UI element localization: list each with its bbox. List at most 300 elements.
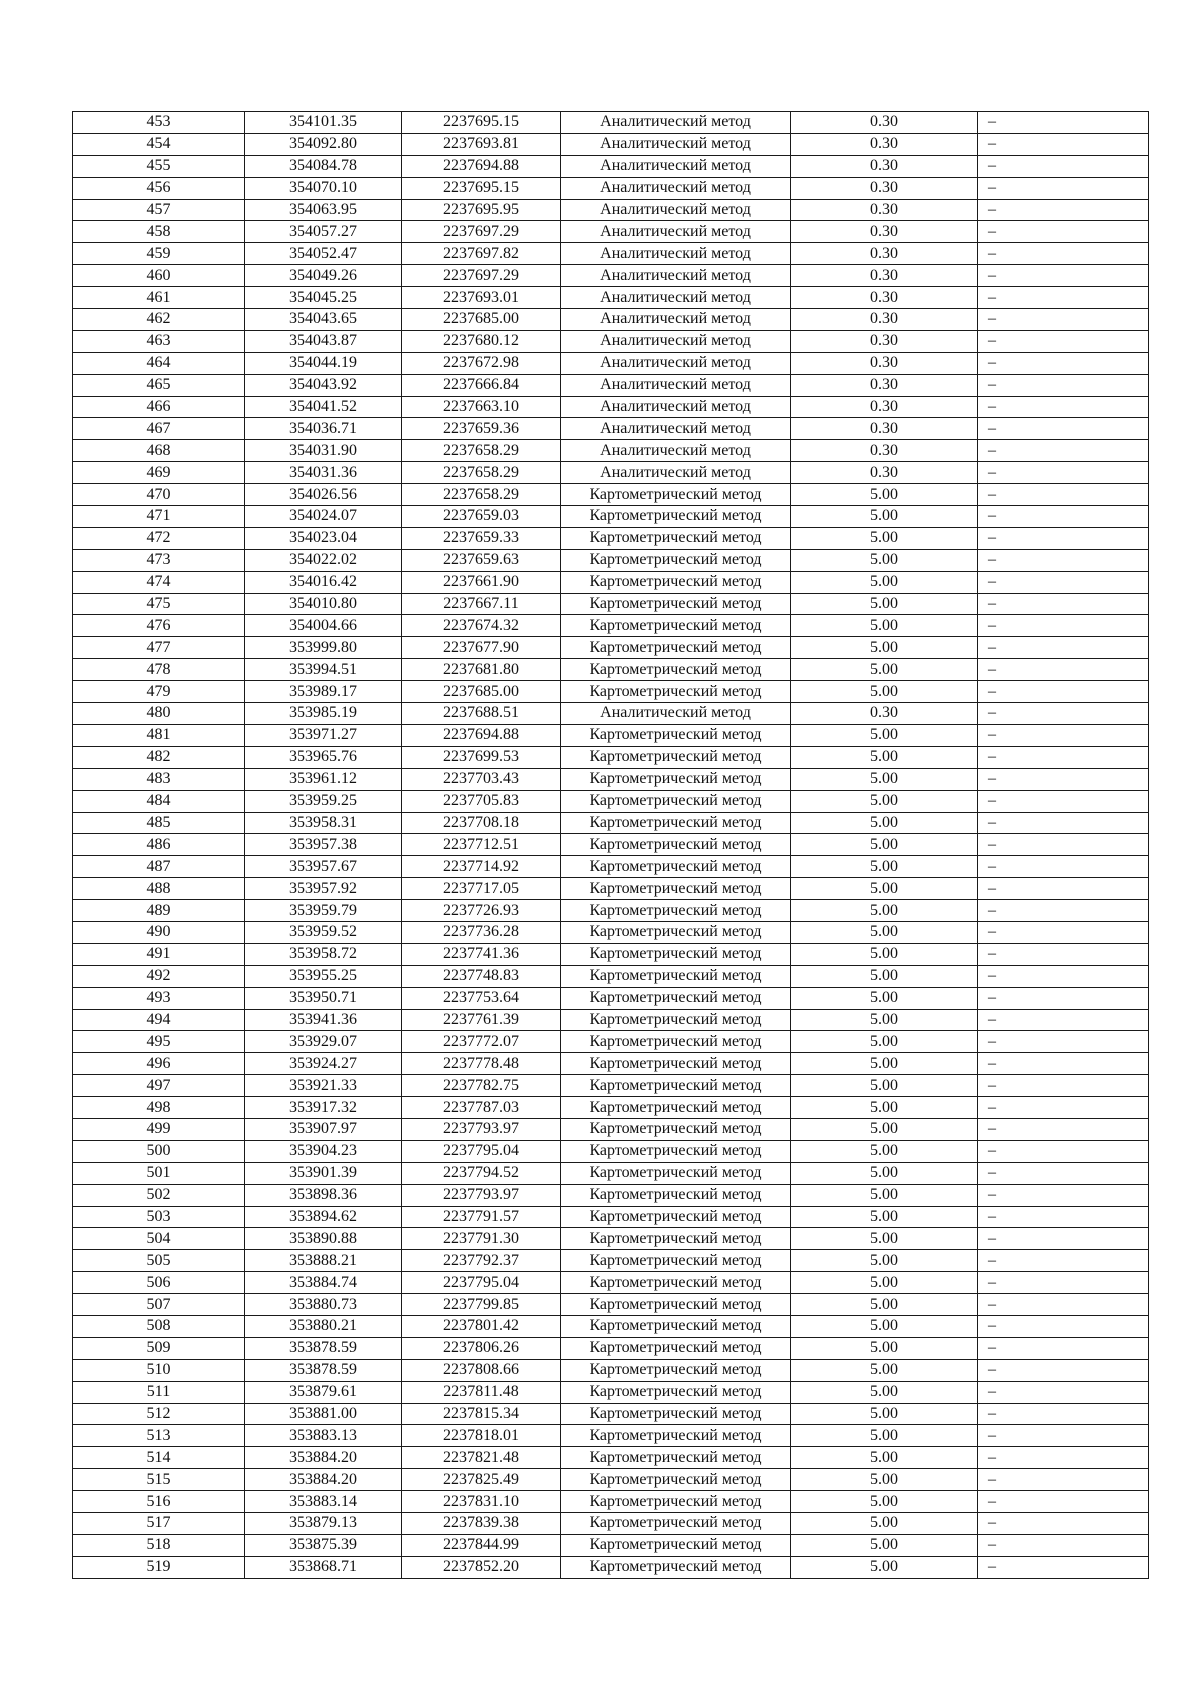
table-row — [73, 155, 1149, 177]
table-row — [73, 921, 1149, 943]
y-coordinate-cell: 2237693.01 — [402, 287, 561, 309]
accuracy-cell: 5.00 — [791, 1009, 978, 1031]
x-coordinate-cell: 353957.67 — [245, 856, 402, 878]
description-cell: – — [978, 133, 1149, 155]
table-row — [73, 1491, 1149, 1513]
y-coordinate-cell: 2237667.11 — [402, 593, 561, 615]
method-cell: Картометрический метод — [561, 1447, 791, 1469]
accuracy-cell: 5.00 — [791, 746, 978, 768]
accuracy-cell: 5.00 — [791, 1228, 978, 1250]
accuracy-cell: 5.00 — [791, 965, 978, 987]
x-coordinate-cell: 353880.73 — [245, 1294, 402, 1316]
x-coordinate-cell: 354026.56 — [245, 484, 402, 506]
method-cell: Картометрический метод — [561, 1337, 791, 1359]
table-row — [73, 1206, 1149, 1228]
point-number-cell: 485 — [73, 812, 245, 834]
description-cell: – — [978, 724, 1149, 746]
method-cell: Аналитический метод — [561, 418, 791, 440]
method-cell: Аналитический метод — [561, 199, 791, 221]
accuracy-cell: 0.30 — [791, 462, 978, 484]
accuracy-cell: 5.00 — [791, 637, 978, 659]
description-cell: – — [978, 943, 1149, 965]
x-coordinate-cell: 353959.79 — [245, 900, 402, 922]
method-cell: Картометрический метод — [561, 1184, 791, 1206]
method-cell: Картометрический метод — [561, 768, 791, 790]
table-row — [73, 265, 1149, 287]
description-cell: – — [978, 418, 1149, 440]
method-cell: Картометрический метод — [561, 1359, 791, 1381]
y-coordinate-cell: 2237794.52 — [402, 1162, 561, 1184]
y-coordinate-cell: 2237659.33 — [402, 527, 561, 549]
accuracy-cell: 5.00 — [791, 768, 978, 790]
method-cell: Аналитический метод — [561, 396, 791, 418]
y-coordinate-cell: 2237791.30 — [402, 1228, 561, 1250]
x-coordinate-cell: 354004.66 — [245, 615, 402, 637]
table-row — [73, 1272, 1149, 1294]
description-cell: – — [978, 1250, 1149, 1272]
y-coordinate-cell: 2237736.28 — [402, 921, 561, 943]
table-row — [73, 878, 1149, 900]
x-coordinate-cell: 353950.71 — [245, 987, 402, 1009]
point-number-cell: 503 — [73, 1206, 245, 1228]
y-coordinate-cell: 2237681.80 — [402, 659, 561, 681]
method-cell: Аналитический метод — [561, 221, 791, 243]
y-coordinate-cell: 2237658.29 — [402, 462, 561, 484]
table-row — [73, 1184, 1149, 1206]
y-coordinate-cell: 2237753.64 — [402, 987, 561, 1009]
description-cell: – — [978, 768, 1149, 790]
method-cell: Картометрический метод — [561, 1053, 791, 1075]
accuracy-cell: 5.00 — [791, 1469, 978, 1491]
description-cell: – — [978, 1534, 1149, 1556]
description-cell: – — [978, 1337, 1149, 1359]
y-coordinate-cell: 2237693.81 — [402, 133, 561, 155]
y-coordinate-cell: 2237806.26 — [402, 1337, 561, 1359]
y-coordinate-cell: 2237726.93 — [402, 900, 561, 922]
method-cell: Аналитический метод — [561, 374, 791, 396]
table-row — [73, 1403, 1149, 1425]
table-row — [73, 1162, 1149, 1184]
y-coordinate-cell: 2237778.48 — [402, 1053, 561, 1075]
y-coordinate-cell: 2237793.97 — [402, 1118, 561, 1140]
accuracy-cell: 5.00 — [791, 1337, 978, 1359]
x-coordinate-cell: 353961.12 — [245, 768, 402, 790]
x-coordinate-cell: 354070.10 — [245, 177, 402, 199]
method-cell: Картометрический метод — [561, 593, 791, 615]
table-row — [73, 440, 1149, 462]
y-coordinate-cell: 2237697.29 — [402, 221, 561, 243]
description-cell: – — [978, 1556, 1149, 1578]
method-cell: Аналитический метод — [561, 243, 791, 265]
y-coordinate-cell: 2237811.48 — [402, 1381, 561, 1403]
method-cell: Картометрический метод — [561, 681, 791, 703]
description-cell: – — [978, 221, 1149, 243]
accuracy-cell: 0.30 — [791, 199, 978, 221]
table-row — [73, 1469, 1149, 1491]
accuracy-cell: 5.00 — [791, 681, 978, 703]
x-coordinate-cell: 353921.33 — [245, 1075, 402, 1097]
x-coordinate-cell: 353883.13 — [245, 1425, 402, 1447]
table-row — [73, 374, 1149, 396]
x-coordinate-cell: 353884.20 — [245, 1469, 402, 1491]
method-cell: Картометрический метод — [561, 1097, 791, 1119]
y-coordinate-cell: 2237772.07 — [402, 1031, 561, 1053]
y-coordinate-cell: 2237674.32 — [402, 615, 561, 637]
x-coordinate-cell: 353941.36 — [245, 1009, 402, 1031]
table-row — [73, 1140, 1149, 1162]
accuracy-cell: 5.00 — [791, 987, 978, 1009]
method-cell: Аналитический метод — [561, 155, 791, 177]
description-cell: – — [978, 506, 1149, 528]
y-coordinate-cell: 2237801.42 — [402, 1315, 561, 1337]
x-coordinate-cell: 353875.39 — [245, 1534, 402, 1556]
table-row — [73, 221, 1149, 243]
document-page — [72, 111, 1148, 1579]
x-coordinate-cell: 353955.25 — [245, 965, 402, 987]
x-coordinate-cell: 353959.52 — [245, 921, 402, 943]
x-coordinate-cell: 354063.95 — [245, 199, 402, 221]
description-cell: – — [978, 1118, 1149, 1140]
x-coordinate-cell: 354043.92 — [245, 374, 402, 396]
x-coordinate-cell: 353957.92 — [245, 878, 402, 900]
description-cell: – — [978, 1075, 1149, 1097]
description-cell: – — [978, 812, 1149, 834]
x-coordinate-cell: 354043.65 — [245, 309, 402, 331]
method-cell: Аналитический метод — [561, 703, 791, 725]
x-coordinate-cell: 353883.14 — [245, 1491, 402, 1513]
accuracy-cell: 5.00 — [791, 1294, 978, 1316]
y-coordinate-cell: 2237712.51 — [402, 834, 561, 856]
y-coordinate-cell: 2237852.20 — [402, 1556, 561, 1578]
point-number-cell: 489 — [73, 900, 245, 922]
y-coordinate-cell: 2237658.29 — [402, 484, 561, 506]
y-coordinate-cell: 2237659.36 — [402, 418, 561, 440]
point-number-cell: 454 — [73, 133, 245, 155]
x-coordinate-cell: 353959.25 — [245, 790, 402, 812]
table-row — [73, 1118, 1149, 1140]
table-row — [73, 133, 1149, 155]
description-cell: – — [978, 703, 1149, 725]
y-coordinate-cell: 2237844.99 — [402, 1534, 561, 1556]
x-coordinate-cell: 353868.71 — [245, 1556, 402, 1578]
y-coordinate-cell: 2237661.90 — [402, 571, 561, 593]
point-number-cell: 510 — [73, 1359, 245, 1381]
description-cell: – — [978, 287, 1149, 309]
x-coordinate-cell: 354041.52 — [245, 396, 402, 418]
point-number-cell: 455 — [73, 155, 245, 177]
point-number-cell: 460 — [73, 265, 245, 287]
y-coordinate-cell: 2237799.85 — [402, 1294, 561, 1316]
method-cell: Картометрический метод — [561, 878, 791, 900]
method-cell: Аналитический метод — [561, 265, 791, 287]
y-coordinate-cell: 2237694.88 — [402, 155, 561, 177]
point-number-cell: 459 — [73, 243, 245, 265]
x-coordinate-cell: 353898.36 — [245, 1184, 402, 1206]
accuracy-cell: 0.30 — [791, 418, 978, 440]
method-cell: Картометрический метод — [561, 1513, 791, 1535]
description-cell: – — [978, 1184, 1149, 1206]
method-cell: Аналитический метод — [561, 309, 791, 331]
y-coordinate-cell: 2237699.53 — [402, 746, 561, 768]
x-coordinate-cell: 354031.36 — [245, 462, 402, 484]
table-row — [73, 1250, 1149, 1272]
y-coordinate-cell: 2237703.43 — [402, 768, 561, 790]
y-coordinate-cell: 2237688.51 — [402, 703, 561, 725]
description-cell: – — [978, 177, 1149, 199]
table-row — [73, 549, 1149, 571]
description-cell: – — [978, 1315, 1149, 1337]
point-number-cell: 519 — [73, 1556, 245, 1578]
method-cell: Картометрический метод — [561, 746, 791, 768]
point-number-cell: 490 — [73, 921, 245, 943]
description-cell: – — [978, 987, 1149, 1009]
point-number-cell: 514 — [73, 1447, 245, 1469]
table-row — [73, 1009, 1149, 1031]
table-row — [73, 659, 1149, 681]
description-cell: – — [978, 1162, 1149, 1184]
y-coordinate-cell: 2237680.12 — [402, 330, 561, 352]
table-row — [73, 243, 1149, 265]
y-coordinate-cell: 2237677.90 — [402, 637, 561, 659]
accuracy-cell: 0.30 — [791, 177, 978, 199]
table-row — [73, 856, 1149, 878]
accuracy-cell: 5.00 — [791, 1031, 978, 1053]
point-number-cell: 505 — [73, 1250, 245, 1272]
x-coordinate-cell: 353879.61 — [245, 1381, 402, 1403]
x-coordinate-cell: 353958.31 — [245, 812, 402, 834]
x-coordinate-cell: 354031.90 — [245, 440, 402, 462]
method-cell: Картометрический метод — [561, 1206, 791, 1228]
y-coordinate-cell: 2237659.63 — [402, 549, 561, 571]
accuracy-cell: 0.30 — [791, 703, 978, 725]
x-coordinate-cell: 353884.20 — [245, 1447, 402, 1469]
description-cell: – — [978, 462, 1149, 484]
y-coordinate-cell: 2237666.84 — [402, 374, 561, 396]
method-cell: Аналитический метод — [561, 133, 791, 155]
x-coordinate-cell: 353924.27 — [245, 1053, 402, 1075]
point-number-cell: 487 — [73, 856, 245, 878]
y-coordinate-cell: 2237782.75 — [402, 1075, 561, 1097]
y-coordinate-cell: 2237697.82 — [402, 243, 561, 265]
description-cell: – — [978, 878, 1149, 900]
accuracy-cell: 0.30 — [791, 352, 978, 374]
point-number-cell: 471 — [73, 506, 245, 528]
table-row — [73, 309, 1149, 331]
x-coordinate-cell: 354044.19 — [245, 352, 402, 374]
description-cell: – — [978, 352, 1149, 374]
method-cell: Картометрический метод — [561, 943, 791, 965]
x-coordinate-cell: 354049.26 — [245, 265, 402, 287]
point-number-cell: 474 — [73, 571, 245, 593]
x-coordinate-cell: 353881.00 — [245, 1403, 402, 1425]
table-row — [73, 593, 1149, 615]
accuracy-cell: 5.00 — [791, 527, 978, 549]
point-number-cell: 453 — [73, 112, 245, 134]
description-cell: – — [978, 1447, 1149, 1469]
y-coordinate-cell: 2237685.00 — [402, 309, 561, 331]
y-coordinate-cell: 2237697.29 — [402, 265, 561, 287]
method-cell: Картометрический метод — [561, 1425, 791, 1447]
x-coordinate-cell: 353957.38 — [245, 834, 402, 856]
accuracy-cell: 0.30 — [791, 374, 978, 396]
y-coordinate-cell: 2237808.66 — [402, 1359, 561, 1381]
accuracy-cell: 5.00 — [791, 1053, 978, 1075]
y-coordinate-cell: 2237839.38 — [402, 1513, 561, 1535]
description-cell: – — [978, 199, 1149, 221]
y-coordinate-cell: 2237815.34 — [402, 1403, 561, 1425]
accuracy-cell: 5.00 — [791, 1118, 978, 1140]
method-cell: Аналитический метод — [561, 177, 791, 199]
point-number-cell: 472 — [73, 527, 245, 549]
point-number-cell: 493 — [73, 987, 245, 1009]
accuracy-cell: 0.30 — [791, 309, 978, 331]
table-row — [73, 1228, 1149, 1250]
description-cell: – — [978, 593, 1149, 615]
method-cell: Аналитический метод — [561, 352, 791, 374]
table-row — [73, 615, 1149, 637]
table-row — [73, 724, 1149, 746]
point-number-cell: 477 — [73, 637, 245, 659]
table-row — [73, 768, 1149, 790]
table-row — [73, 506, 1149, 528]
accuracy-cell: 5.00 — [791, 1140, 978, 1162]
table-row — [73, 330, 1149, 352]
method-cell: Картометрический метод — [561, 1381, 791, 1403]
point-number-cell: 468 — [73, 440, 245, 462]
table-row — [73, 199, 1149, 221]
y-coordinate-cell: 2237818.01 — [402, 1425, 561, 1447]
x-coordinate-cell: 353890.88 — [245, 1228, 402, 1250]
method-cell: Картометрический метод — [561, 1140, 791, 1162]
y-coordinate-cell: 2237761.39 — [402, 1009, 561, 1031]
x-coordinate-cell: 353878.59 — [245, 1337, 402, 1359]
point-number-cell: 495 — [73, 1031, 245, 1053]
description-cell: – — [978, 330, 1149, 352]
method-cell: Картометрический метод — [561, 1315, 791, 1337]
description-cell: – — [978, 615, 1149, 637]
y-coordinate-cell: 2237795.04 — [402, 1272, 561, 1294]
description-cell: – — [978, 965, 1149, 987]
description-cell: – — [978, 1491, 1149, 1513]
x-coordinate-cell: 354084.78 — [245, 155, 402, 177]
point-number-cell: 480 — [73, 703, 245, 725]
accuracy-cell: 5.00 — [791, 1491, 978, 1513]
x-coordinate-cell: 354057.27 — [245, 221, 402, 243]
table-row — [73, 703, 1149, 725]
accuracy-cell: 5.00 — [791, 571, 978, 593]
point-number-cell: 511 — [73, 1381, 245, 1403]
x-coordinate-cell: 353878.59 — [245, 1359, 402, 1381]
y-coordinate-cell: 2237787.03 — [402, 1097, 561, 1119]
x-coordinate-cell: 353994.51 — [245, 659, 402, 681]
method-cell: Картометрический метод — [561, 1534, 791, 1556]
accuracy-cell: 5.00 — [791, 659, 978, 681]
method-cell: Картометрический метод — [561, 900, 791, 922]
coordinates-table — [72, 111, 1149, 1579]
y-coordinate-cell: 2237695.15 — [402, 112, 561, 134]
point-number-cell: 463 — [73, 330, 245, 352]
point-number-cell: 504 — [73, 1228, 245, 1250]
point-number-cell: 476 — [73, 615, 245, 637]
method-cell: Картометрический метод — [561, 527, 791, 549]
point-number-cell: 482 — [73, 746, 245, 768]
point-number-cell: 462 — [73, 309, 245, 331]
table-row — [73, 287, 1149, 309]
table-row — [73, 484, 1149, 506]
point-number-cell: 465 — [73, 374, 245, 396]
point-number-cell: 512 — [73, 1403, 245, 1425]
description-cell: – — [978, 155, 1149, 177]
table-row — [73, 462, 1149, 484]
method-cell: Картометрический метод — [561, 1075, 791, 1097]
description-cell: – — [978, 681, 1149, 703]
point-number-cell: 518 — [73, 1534, 245, 1556]
accuracy-cell: 0.30 — [791, 330, 978, 352]
table-row — [73, 790, 1149, 812]
description-cell: – — [978, 112, 1149, 134]
description-cell: – — [978, 1031, 1149, 1053]
point-number-cell: 488 — [73, 878, 245, 900]
y-coordinate-cell: 2237695.15 — [402, 177, 561, 199]
accuracy-cell: 5.00 — [791, 1162, 978, 1184]
point-number-cell: 513 — [73, 1425, 245, 1447]
accuracy-cell: 0.30 — [791, 396, 978, 418]
table-row — [73, 746, 1149, 768]
point-number-cell: 492 — [73, 965, 245, 987]
x-coordinate-cell: 353880.21 — [245, 1315, 402, 1337]
y-coordinate-cell: 2237672.98 — [402, 352, 561, 374]
point-number-cell: 516 — [73, 1491, 245, 1513]
x-coordinate-cell: 354022.02 — [245, 549, 402, 571]
point-number-cell: 491 — [73, 943, 245, 965]
description-cell: – — [978, 746, 1149, 768]
accuracy-cell: 5.00 — [791, 615, 978, 637]
y-coordinate-cell: 2237685.00 — [402, 681, 561, 703]
table-row — [73, 834, 1149, 856]
accuracy-cell: 0.30 — [791, 243, 978, 265]
point-number-cell: 499 — [73, 1118, 245, 1140]
description-cell: – — [978, 1206, 1149, 1228]
point-number-cell: 479 — [73, 681, 245, 703]
accuracy-cell: 5.00 — [791, 921, 978, 943]
table-row — [73, 943, 1149, 965]
x-coordinate-cell: 353989.17 — [245, 681, 402, 703]
point-number-cell: 515 — [73, 1469, 245, 1491]
description-cell: – — [978, 1272, 1149, 1294]
description-cell: – — [978, 527, 1149, 549]
table-row — [73, 1359, 1149, 1381]
y-coordinate-cell: 2237658.29 — [402, 440, 561, 462]
x-coordinate-cell: 354024.07 — [245, 506, 402, 528]
table-row — [73, 1513, 1149, 1535]
point-number-cell: 496 — [73, 1053, 245, 1075]
method-cell: Аналитический метод — [561, 462, 791, 484]
point-number-cell: 466 — [73, 396, 245, 418]
table-row — [73, 527, 1149, 549]
coordinates-table-body — [73, 112, 1149, 1579]
description-cell: – — [978, 856, 1149, 878]
accuracy-cell: 5.00 — [791, 1425, 978, 1447]
accuracy-cell: 5.00 — [791, 1097, 978, 1119]
table-row — [73, 1337, 1149, 1359]
accuracy-cell: 5.00 — [791, 1315, 978, 1337]
x-coordinate-cell: 353888.21 — [245, 1250, 402, 1272]
method-cell: Картометрический метод — [561, 724, 791, 746]
method-cell: Картометрический метод — [561, 834, 791, 856]
description-cell: – — [978, 1294, 1149, 1316]
accuracy-cell: 0.30 — [791, 440, 978, 462]
point-number-cell: 464 — [73, 352, 245, 374]
